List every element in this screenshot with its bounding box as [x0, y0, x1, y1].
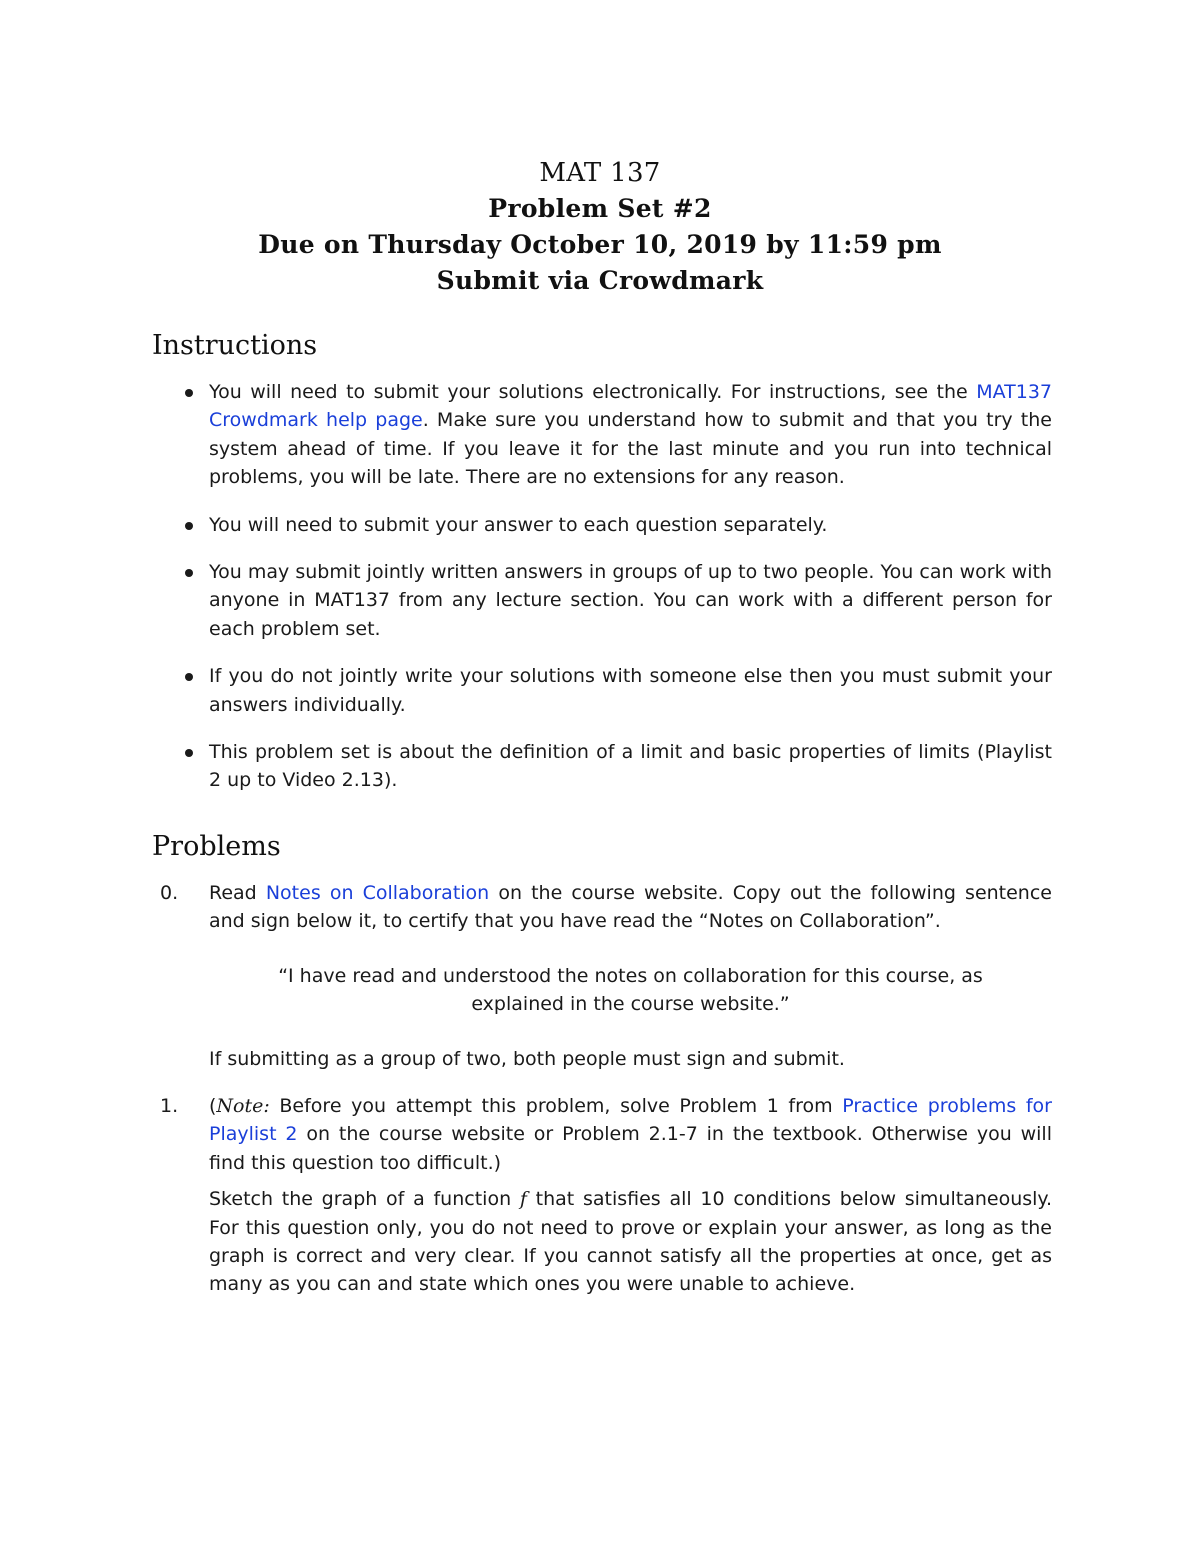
problem-text: Before you attempt this problem, solve Problem 1 from	[269, 1095, 843, 1118]
note-label: Note:	[216, 1095, 270, 1118]
bullet-icon	[185, 673, 193, 681]
problem-number: 0.	[160, 882, 179, 904]
problem-text: that satisfies all 10 conditions below simultaneously. For this question only, you do not need to prove or explain your answer, as long as the graph is correct and very clear. If you cannot satisfy all the properties at once, get as many as you can and state which ones you were unable to achieve.	[209, 1188, 1052, 1296]
instruction-text: . Make sure you understand how to submit and that you try the system ahead of time. If you leave it for the last minute and you run into technical problems, you will be late. There are no extensions for any reason.	[209, 409, 1052, 489]
title-block	[0, 155, 1200, 299]
crowdmark-help-link[interactable]: MAT137 Crowdmark help page	[209, 381, 1052, 432]
problem-set-title: Problem Set #2	[488, 194, 712, 223]
instruction-text: This problem set is about the definition of a limit and basic properties of limits (Playlist 2 up to Video 2.13).	[209, 741, 1052, 792]
practice-problems-link[interactable]: Practice problems for Playlist 2	[209, 1095, 1052, 1146]
instruction-item	[152, 662, 1052, 719]
instruction-item	[152, 558, 1052, 643]
instruction-text: You may submit jointly written answers in groups of up to two people. You can work with anyone in MAT137 from any lecture section. You can work with a different person for each problem set.	[209, 561, 1052, 640]
problem-1	[152, 1092, 1052, 1299]
bullet-icon	[185, 389, 193, 397]
problem-text: on the course website or Problem 2.1-7 in the textbook. Otherwise you will find this question too difficult.)	[209, 1123, 1052, 1174]
group-note: If submitting as a group of two, both people must sign and submit.	[209, 1047, 845, 1070]
function-symbol: f	[519, 1188, 527, 1211]
bullet-icon	[185, 522, 193, 530]
bullet-icon	[185, 749, 193, 757]
problem-text: Sketch the graph of a function	[209, 1188, 520, 1211]
sketch-instructions	[209, 1185, 1052, 1299]
course-title: MAT 137	[539, 158, 661, 188]
instruction-item	[152, 511, 1052, 539]
problems-heading: Problems	[152, 831, 281, 862]
instruction-text: If you do not jointly write your solutions with someone else then you must submit your answers individually.	[209, 665, 1052, 716]
instructions-heading: Instructions	[152, 330, 318, 361]
problem-text: Read	[209, 882, 266, 904]
instruction-text: You will need to submit your solutions electronically. For instructions, see the	[209, 381, 977, 403]
problem-number: 1.	[160, 1095, 179, 1118]
notes-on-collaboration-link[interactable]: Notes on Collaboration	[265, 882, 490, 904]
instruction-item	[152, 738, 1052, 795]
submission-method: Submit via Crowdmark	[436, 266, 764, 295]
problem-text: on the course website. Copy out the following sentence and sign below it, to certify that you have read the “Notes on Collaboration”.	[209, 882, 1052, 933]
instruction-item	[152, 378, 1052, 492]
collaboration-quote: “I have read and understood the notes on collaboration for this course, as explained in the course website.”	[278, 964, 983, 1016]
bullet-icon	[185, 569, 193, 577]
instruction-text: You will need to submit your answer to each question separately.	[209, 513, 828, 536]
problem-0	[152, 879, 1052, 1073]
instructions-list	[152, 378, 1052, 814]
problems-list	[152, 879, 1052, 1299]
problem-text: (	[209, 1095, 217, 1118]
due-date: Due on Thursday October 10, 2019 by 11:59 pm	[258, 230, 942, 259]
